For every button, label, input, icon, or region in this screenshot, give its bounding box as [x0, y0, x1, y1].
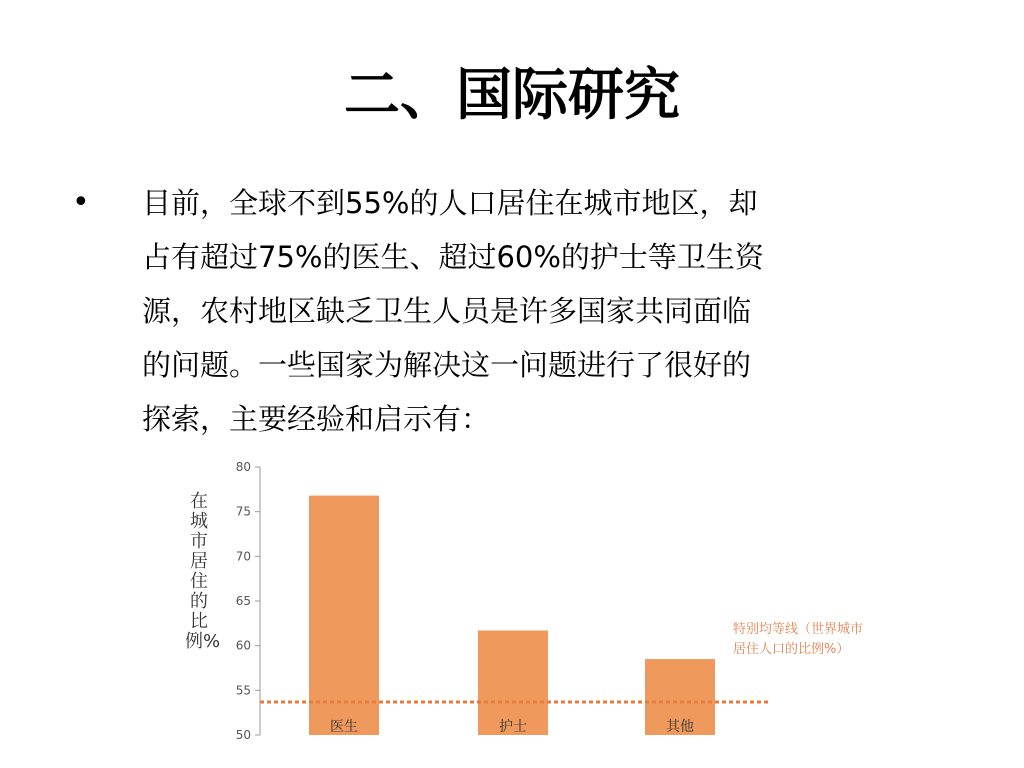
reference-line-label: 特别均等线（世界城市居住人口的比例%）: [733, 622, 864, 657]
body-line: 占有超过75%的医生、超过60%的护士等卫生资: [142, 240, 764, 274]
x-tick-label: 护士: [499, 719, 527, 735]
y-tick-label: 65: [235, 594, 251, 608]
y-tick-label: 55: [235, 683, 251, 698]
y-tick-label: 80: [235, 460, 251, 474]
body-line: 的问题。一些国家为解决这一问题进行了很好的: [142, 348, 752, 382]
y-tick-label: 75: [235, 504, 251, 519]
slide-title: 二、国际研究: [344, 62, 680, 128]
x-tick-label: 医生: [330, 719, 358, 735]
body-line: 源，农村地区缺乏卫生人员是许多国家共同面临: [142, 294, 752, 328]
bar: [309, 496, 379, 735]
x-tick-label: 其他: [666, 719, 694, 735]
y-tick-label: 70: [235, 549, 251, 564]
y-tick-label: 60: [235, 638, 251, 653]
body-line: 探索，主要经验和启示有：: [142, 402, 491, 436]
body-line: 目前，全球不到55%的人口居住在城市地区，却: [142, 186, 758, 220]
y-tick-label: 50: [235, 728, 251, 742]
y-axis-label: 在城市居住的比例%: [185, 491, 221, 652]
bullet-marker: •: [72, 185, 90, 220]
